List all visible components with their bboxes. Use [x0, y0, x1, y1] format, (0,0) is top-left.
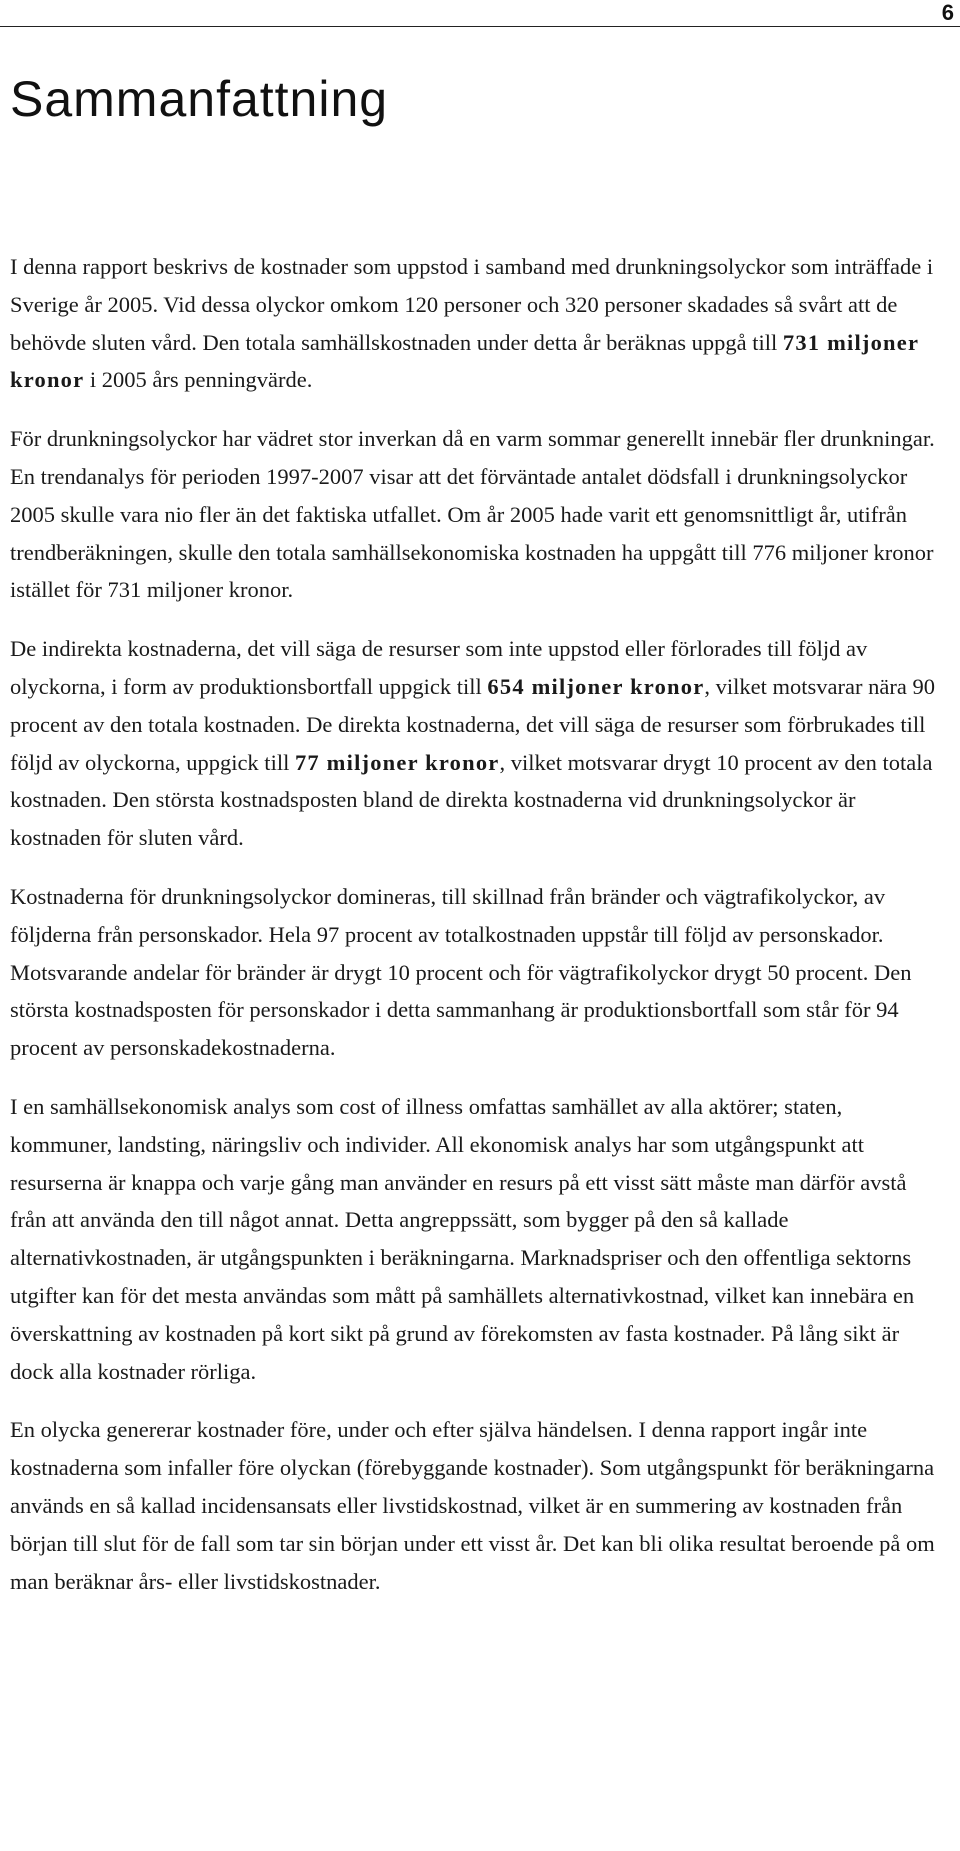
paragraph [10, 248, 940, 399]
text-segment: En olycka genererar kostnader före, under och efter själva händelsen. I denna rapport ingår inte kostnaderna som infaller före olyckan (förebyggande kostnader). Som utgångspunkt för beräkningarna används en så kallad incidensansats eller livstidskostnad, vilket är en summering av kostnaden från början till slut för de fall som tar sin början under ett visst år. Det kan bli olika resultat beroende på om man beräknar års- eller livstidskostnader. [10, 1417, 935, 1594]
paragraph [10, 630, 940, 857]
text-segment: Kostnaderna för drunkningsolyckor domineras, till skillnad från bränder och vägtrafikolyckor, av följderna från personskador. Hela 97 procent av totalkostnaden uppstår till följd av personskador. Motsvarande andelar för bränder är drygt 10 procent och för vägtrafikolyckor drygt 50 procent. Den största kostnadsposten för personskador i detta sammanhang är produktionsbortfall som står för 94 procent av personskadekostnaderna. [10, 883, 912, 1061]
page-number: 6 [941, 0, 954, 25]
paragraph [10, 878, 940, 1067]
text-segment: För drunkningsolyckor har vädret stor inverkan då en varm sommar generellt innebär fler drunkningar. En trendanalys för perioden 1997-2007 visar att det förväntade antalet dödsfall i drunkningsolyckor 2005 skulle vara nio fler än det faktiska utfallet. Om år 2005 hade varit ett genomsnittligt år, utifrån trendberäkningen, skulle den totala samhällsekonomiska kostnaden ha uppgått till 776 miljoner kronor istället för 731 miljoner kronor. [10, 426, 935, 603]
paragraph [10, 1088, 940, 1390]
text-segment: , vilket motsvarar nära 90 procent av den totala kostnaden. De direkta kostnaderna, det vill säga de resurser som förbrukades till följd av olyckorna, uppgick till [10, 673, 935, 775]
text-segment: i 2005 års penningvärde. [84, 367, 313, 393]
summary-body [10, 248, 940, 1621]
text-segment: , vilket motsvarar drygt 10 procent av den totala kostnaden. Den största kostnadsposten bland de direkta kostnaderna vid drunkningsolyckor är kostnaden för sluten vård. [10, 749, 933, 851]
emphasis-amount: 77 miljoner kronor [294, 749, 500, 775]
emphasis-amount: 654 miljoner kronor [487, 673, 705, 699]
text-segment: I denna rapport beskrivs de kostnader som uppstod i samband med drunkningsolyckor som inträffade i Sverige år 2005. Vid dessa olyckor omkom 120 personer och 320 personer skadades så svårt att de behövde sluten vård. Den totala samhällskostnaden under detta år beräknas uppgå till [10, 254, 934, 355]
text-segment: I en samhällsekonomisk analys som cost of illness omfattas samhället av alla aktörer; staten, kommuner, landsting, näringsliv och individer. All ekonomisk analys har som utgångspunkt att resurserna är knappa och varje gång man använder en resurs på ett visst sätt måste man därför avstå från att använda den till något annat. Detta angreppssätt, som bygger på den så kallade alternativkostnaden, är utgångspunkten i beräkningarna. Marknadspriser och den offentliga sektorns utgifter kan för det mesta användas som mått på samhällets alternativkostnad, vilket kan innebära en överskattning av kostnaden på kort sikt på grund av förekomsten av fasta kostnader. På lång sikt är dock alla kostnader rörliga. [10, 1093, 915, 1384]
emphasis-amount: 731 miljoner kronor [10, 329, 919, 393]
paragraph [10, 1411, 940, 1600]
page-title: Sammanfattning [10, 71, 389, 127]
text-segment: De indirekta kostnaderna, det vill säga de resurser som inte uppstod eller förlorades till följd av olyckorna, i form av produktionsbortfall uppgick till [10, 636, 868, 699]
paragraph [10, 420, 940, 609]
header-rule [0, 26, 960, 27]
